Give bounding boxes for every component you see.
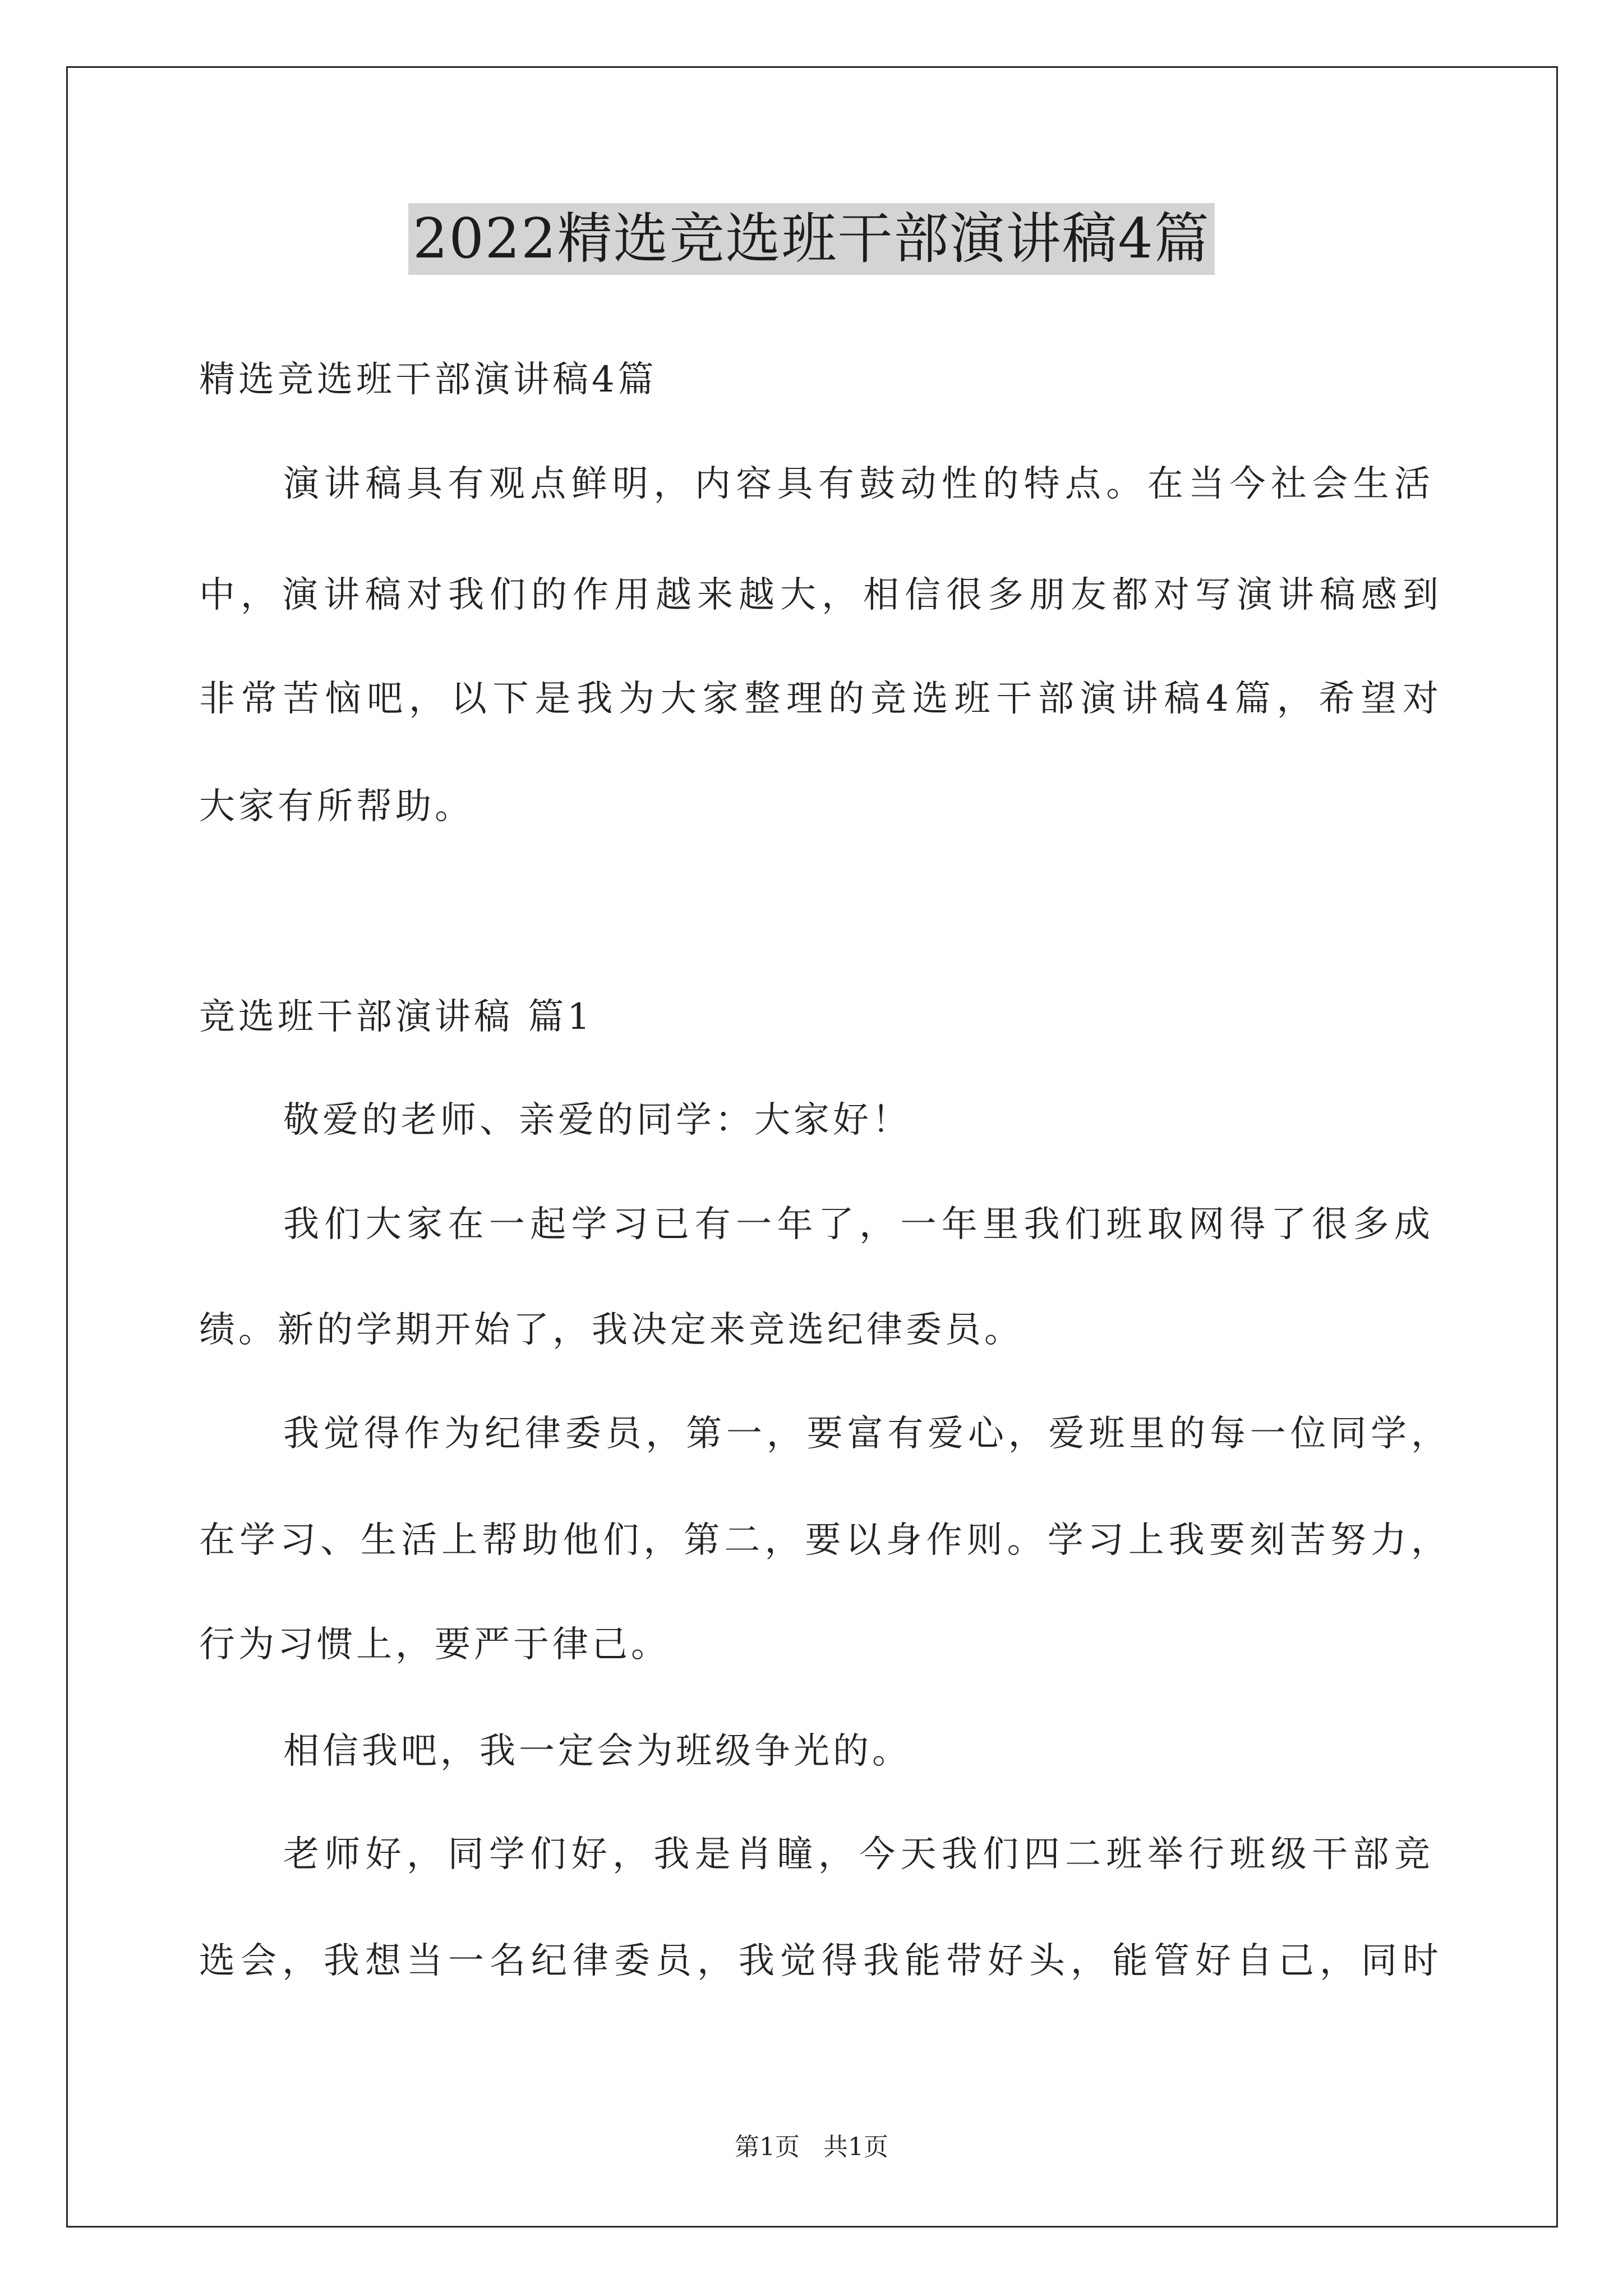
intro-line-4: 大家有所帮助。 — [199, 786, 474, 827]
intro-line-1: 演讲稿具有观点鲜明，内容具有鼓动性的特点。在当今社会生活 — [283, 463, 1430, 505]
title-container — [0, 203, 1623, 275]
body-line-1: 敬爱的老师、亲爱的同学：大家好！ — [283, 1099, 911, 1141]
body-line-9: 选会，我想当一名纪律委员，我觉得我能带好头，能管好自己，同时 — [199, 1940, 1438, 1982]
body-line-6: 行为习惯上，要严于律己。 — [199, 1624, 670, 1665]
body-line-4: 我觉得作为纪律委员，第一，要富有爱心，爱班里的每一位同学， — [283, 1413, 1447, 1455]
body-line-3: 绩。新的学期开始了，我决定来竞选纪律委员。 — [199, 1309, 1023, 1351]
intro-line-3: 非常苦恼吧，以下是我为大家整理的竞选班干部演讲稿4篇，希望对 — [199, 678, 1438, 720]
body-line-2: 我们大家在一起学习已有一年了，一年里我们班取网得了很多成 — [283, 1204, 1430, 1245]
document-subtitle: 精选竞选班干部演讲稿4篇 — [199, 359, 657, 401]
page-total: 共1页 — [823, 2133, 888, 2161]
section-heading: 竞选班干部演讲稿 篇1 — [199, 996, 594, 1038]
body-line-8: 老师好，同学们好，我是肖瞳，今天我们四二班举行班级干部竞 — [283, 1834, 1430, 1875]
body-line-5: 在学习、生活上帮助他们，第二，要以身作则。学习上我要刻苦努力， — [199, 1520, 1447, 1561]
body-line-7: 相信我吧，我一定会为班级争光的。 — [283, 1731, 911, 1772]
intro-line-2: 中，演讲稿对我们的作用越来越大，相信很多朋友都对写演讲稿感到 — [199, 574, 1438, 616]
document-title: 2022精选竞选班干部演讲稿4篇 — [408, 203, 1215, 275]
page-footer — [0, 2131, 1623, 2164]
page-number: 第1页 — [735, 2133, 800, 2161]
